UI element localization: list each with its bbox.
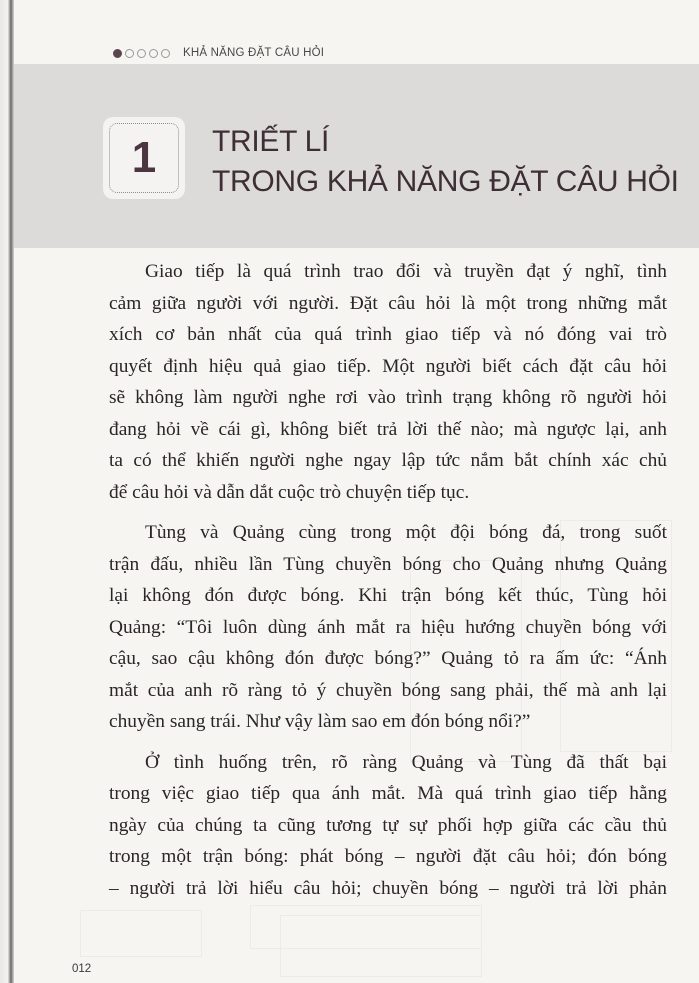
text-line: trong một trận bóng: phát bóng – người đặt câu hỏi; đón bóng bbox=[109, 846, 667, 867]
text-line: trong việc giao tiếp qua ánh mắt. Mà quá trình giao tiếp hằng bbox=[109, 783, 667, 804]
text-line: Tùng và Quảng cùng trong một đội bóng đá, trong suốt bbox=[145, 522, 667, 543]
text-line: quyết định hiệu quả giao tiếp. Một người biết cách đặt câu hỏi bbox=[109, 355, 667, 377]
text-line: để câu hỏi và dẫn dắt cuộc trò chuyện tiếp tục. bbox=[109, 481, 470, 503]
progress-dot-empty-icon bbox=[125, 49, 134, 58]
chapter-number-box bbox=[103, 117, 185, 199]
chapter-title-line-1: TRIẾT LÍ bbox=[212, 125, 330, 158]
text-line: xích cơ bản nhất của quá trình giao tiếp và nó đóng vai trò bbox=[109, 324, 667, 345]
progress-dot-empty-icon bbox=[149, 49, 158, 58]
text-line: đang hỏi về cái gì, không biết trả lời thế nào; mà ngược lại, anh bbox=[109, 418, 667, 440]
text-line: chuyền sang trái. Như vậy làm sao em đón bóng nổi?” bbox=[109, 711, 531, 732]
paragraph-3 bbox=[109, 747, 667, 905]
chapter-title bbox=[212, 122, 679, 202]
text-line: Giao tiếp là quá trình trao đổi và truyền đạt ý nghĩ, tình bbox=[145, 261, 667, 282]
paragraph-1 bbox=[109, 256, 667, 508]
text-line: cậu, sao cậu không đón được bóng?” Quảng tỏ ra ấm ức: “Ánh bbox=[109, 648, 667, 669]
running-head bbox=[113, 44, 324, 62]
background-watermark bbox=[280, 915, 482, 977]
progress-dot-empty-icon bbox=[161, 49, 170, 58]
text-line: Quảng: “Tôi luôn dùng ánh mắt ra hiệu hướng chuyền bóng với bbox=[109, 616, 667, 638]
book-spine-shadow bbox=[0, 0, 14, 983]
text-line: lại không đón được bóng. Khi trận bóng kết thúc, Tùng hỏi bbox=[109, 585, 667, 606]
running-head-label: KHẢ NĂNG ĐẶT CÂU HỎI bbox=[183, 47, 325, 59]
text-line: trận đấu, nhiều lần Tùng chuyền bóng cho Quảng nhưng Quảng bbox=[109, 553, 667, 575]
chapter-title-line-2: TRONG KHẢ NĂNG ĐẶT CÂU HỎI bbox=[212, 165, 679, 198]
text-line: Ở tình huống trên, rõ ràng Quảng và Tùng đã thất bại bbox=[145, 751, 667, 773]
text-line: – người trả lời hiểu câu hỏi; chuyền bóng – người trả lời phản bbox=[109, 877, 667, 899]
chapter-number: 1 bbox=[131, 133, 157, 182]
background-watermark bbox=[80, 910, 202, 957]
text-line: cảm giữa người với người. Đặt câu hỏi là một trong những mắt bbox=[109, 292, 667, 314]
text-line: mắt của anh rõ ràng tỏ ý chuyền bóng sang phải, thế mà anh lại bbox=[109, 679, 667, 701]
progress-dot-filled-icon bbox=[113, 49, 122, 58]
body-text bbox=[109, 256, 667, 913]
text-line: ngày của chúng ta cũng tương tự sự phối hợp giữa các cầu thủ bbox=[109, 814, 667, 836]
paragraph-2 bbox=[109, 517, 667, 738]
text-line: ta có thể khiến người nghe ngay lập tức nắm bắt chính xác chủ bbox=[109, 450, 667, 471]
page-number: 012 bbox=[72, 963, 92, 975]
chapter-number-frame bbox=[109, 123, 179, 193]
progress-dot-empty-icon bbox=[137, 49, 146, 58]
text-line: sẽ không làm người nghe rơi vào trình trạng không rõ người hỏi bbox=[109, 387, 667, 408]
